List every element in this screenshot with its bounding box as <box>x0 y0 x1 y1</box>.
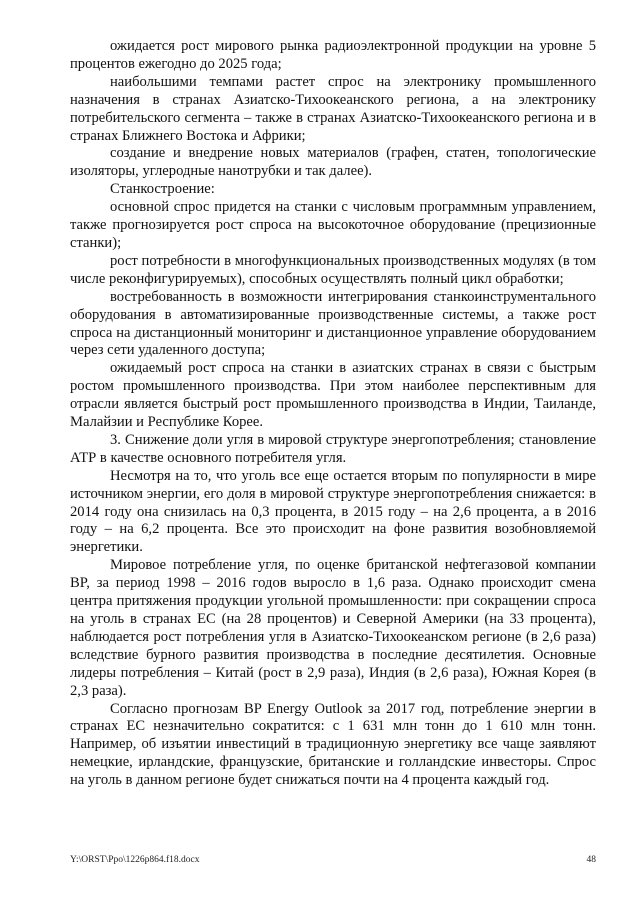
page-footer <box>70 855 596 869</box>
paragraph-coal-consumption-bp: Мировое потребление угля, по оценке британской нефтегазовой компании BP, за период 1998 – 2016 годов выросло в 1,6 раза. Однако происходит смена центра притяжения продукции угольной промышленности: при сокращении спроса на уголь в странах ЕС (на 28 процентов) и Северной Америки (на 33 процента), наблюдается рост потребления угля в Азиатско-Тихоокеанском регионе (в 2,6 раза) вследствие бурного развития производства в последние десятилетия. Основные лидеры потребления – Китай (рост в 2,9 раза), Индия (в 2,6 раза), Южная Корея (в 2,3 раза). <box>70 557 596 699</box>
paragraph-machine-tools-heading: Станкостроение: <box>110 181 215 198</box>
paragraph-asian-demand: ожидаемый рост спроса на станки в азиатских странах в связи с быстрым ростом промышленного производства. При этом наиболее перспективным для отрасли является быстрый рост промышленного производства в Индии, Таиланде, Малайзии и Республике Корее. <box>70 360 596 431</box>
paragraph-coal-share-decline: Несмотря на то, что уголь все еще остается вторым по популярности в мире источником энергии, его доля в мировой структуре энергопотребления снижается: в 2014 году она снизилась на 0,3 процента, в 2015 году – на 2,6 процента, а в 2016 году – на 6,2 процента. Все это происходит на фоне развития возобновляемой энергетики. <box>70 467 596 556</box>
document-page <box>70 38 596 790</box>
footer-file-path: Y:\ORST\Ppo\1226p864.f18.docx <box>70 855 200 865</box>
paragraph-multifunction-modules: рост потребности в многофункциональных производственных модулях (в том числе реконфигурируемых), способных осуществлять полный цикл обработки; <box>70 252 596 287</box>
paragraph-coal-share-heading: 3. Снижение доли угля в мировой структуре энергопотребления; становление АТР в качестве основного потребителя угля. <box>70 431 596 466</box>
paragraph-new-materials: создание и внедрение новых материалов (графен, статен, топологические изоляторы, углеродные нанотрубки и так далее). <box>70 145 596 180</box>
paragraph-electronics-market-growth: ожидается рост мирового рынка радиоэлектронной продукции на уровне 5 процентов ежегодно до 2025 года; <box>70 38 596 72</box>
paragraph-integration-demand: востребованность в возможности интегрирования станкоинструментального оборудования в автоматизированные производственные системы, а также рост спроса на дистанционный мониторинг и дистанционное управление оборудованием через сети удаленного доступа; <box>70 288 596 359</box>
paragraph-electronics-demand: наибольшими темпами растет спрос на электронику промышленного назначения в странах Азиатско-Тихоокеанского региона, а на электронику потребительского сегмента – также в странах Азиатско-Тихоокеанского региона и в странах Ближнего Востока и Африки; <box>70 73 596 144</box>
page-number: 48 <box>586 855 596 865</box>
paragraph-cnc-demand: основной спрос придется на станки с числовым программным управлением, также прогнозируется рост спроса на высокоточное оборудование (прецизионные станки); <box>70 199 596 251</box>
paragraph-bp-energy-outlook: Согласно прогнозам BP Energy Outlook за 2017 год, потребление энергии в странах ЕС незначительно сократится: с 1 631 млн тонн до 1 610 млн тонн. Например, об изъятии инвестиций в традиционную энергетику все чаще заявляют немецкие, ирландские, французские, британские и голландские инвесторы. Спрос на уголь в данном регионе будет снижаться почти на 4 процента каждый год. <box>70 700 596 789</box>
